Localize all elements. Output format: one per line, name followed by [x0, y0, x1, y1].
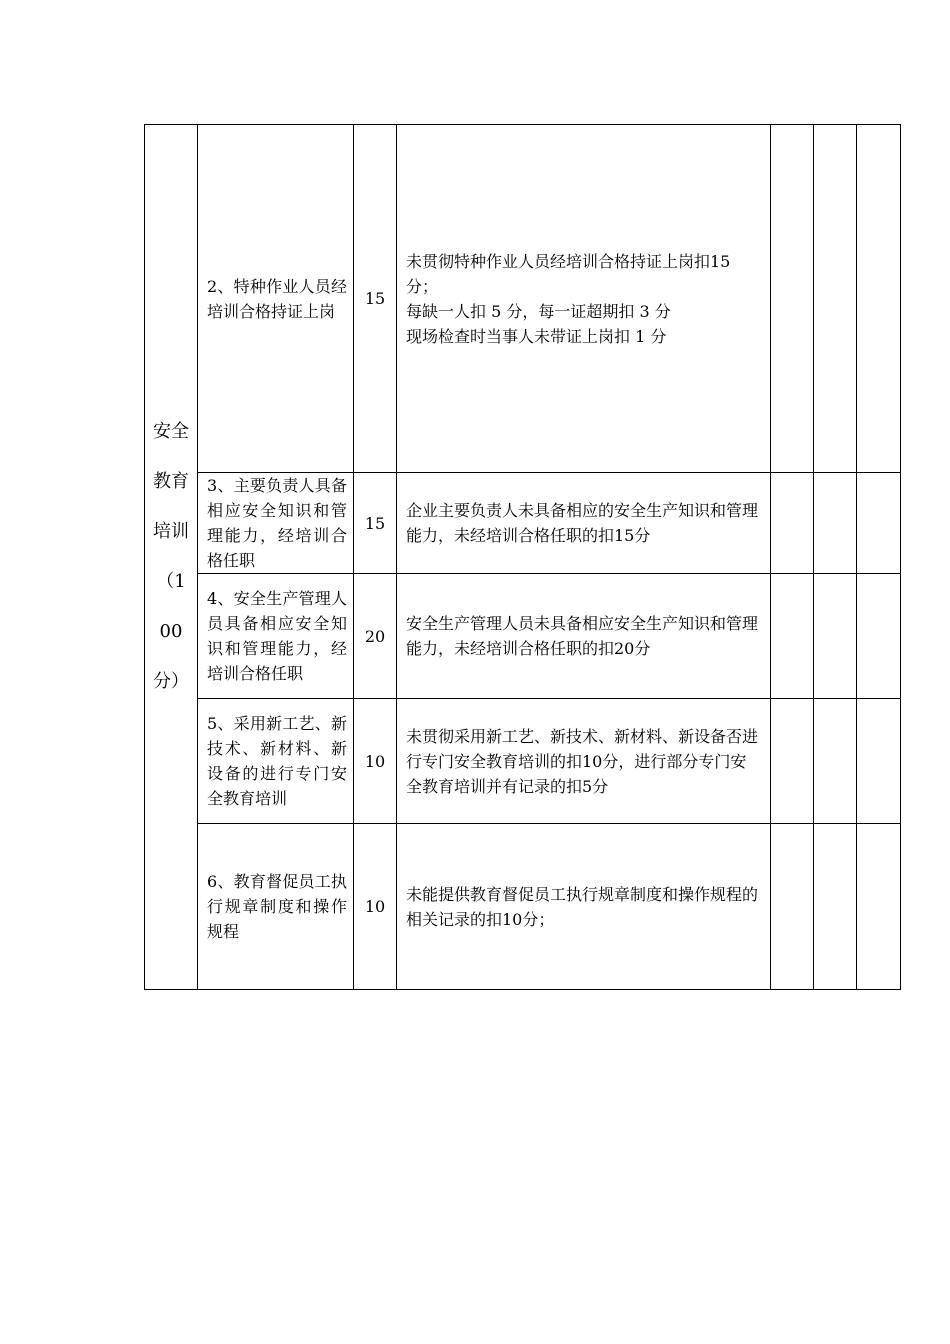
criteria-cell: [397, 473, 771, 574]
empty-cell: [857, 473, 901, 574]
table-row: [145, 574, 901, 699]
score-cell: 10: [354, 824, 397, 990]
score-cell: 10: [354, 699, 397, 824]
item-cell: 4、安全生产管理人员具备相应安全知识和管理能力，经培训合格任职: [198, 574, 354, 699]
category-cell: [145, 125, 198, 990]
criteria-line: 企业主要负责人未具备相应的安全生产知识和管理能力，未经培训合格任职的扣15分: [406, 501, 759, 545]
item-cell: 5、采用新工艺、新技术、新材料、新设备的进行专门安全教育培训: [198, 699, 354, 824]
criteria-line: 现场检查时当事人未带证上岗扣 1 分: [406, 326, 667, 346]
criteria-line: 未贯彻采用新工艺、新技术、新材料、新设备否进行专门安全教育培训的扣10分，进行部分专门安全教育培训并有记录的扣5分: [406, 726, 759, 796]
item-cell: 3、主要负责人具备相应安全知识和管理能力，经培训合格任职: [198, 473, 354, 574]
criteria-line: 未贯彻特种作业人员经培训合格持证上岗扣15分；: [406, 251, 731, 296]
empty-cell: [857, 699, 901, 824]
criteria-line: 安全生产管理人员未具备相应安全生产知识和管理能力，未经培训合格任职的扣20分: [406, 614, 759, 658]
evaluation-table: [144, 124, 901, 990]
table-row: [145, 824, 901, 990]
empty-cell: [771, 473, 814, 574]
empty-cell: [814, 125, 857, 473]
item-cell: 6、教育督促员工执行规章制度和操作规程: [198, 824, 354, 990]
empty-cell: [814, 574, 857, 699]
category-label: 安全教育培训（100分）: [153, 421, 189, 692]
score-cell: 15: [354, 473, 397, 574]
empty-cell: [857, 574, 901, 699]
empty-cell: [771, 824, 814, 990]
empty-cell: [771, 574, 814, 699]
score-cell: 20: [354, 574, 397, 699]
table-row: [145, 699, 901, 824]
criteria-cell: [397, 824, 771, 990]
empty-cell: [771, 699, 814, 824]
criteria-line: 每缺一人扣 5 分，每一证超期扣 3 分: [406, 301, 671, 321]
criteria-cell: [397, 125, 771, 473]
empty-cell: [814, 473, 857, 574]
criteria-line: 未能提供教育督促员工执行规章制度和操作规程的相关记录的扣10分；: [406, 884, 759, 929]
score-cell: 15: [354, 125, 397, 473]
empty-cell: [857, 125, 901, 473]
item-cell: 2、特种作业人员经培训合格持证上岗: [198, 125, 354, 473]
table-row: [145, 125, 901, 473]
empty-cell: [814, 824, 857, 990]
criteria-cell: [397, 699, 771, 824]
criteria-cell: [397, 574, 771, 699]
empty-cell: [771, 125, 814, 473]
table-row: [145, 473, 901, 574]
empty-cell: [857, 824, 901, 990]
empty-cell: [814, 699, 857, 824]
